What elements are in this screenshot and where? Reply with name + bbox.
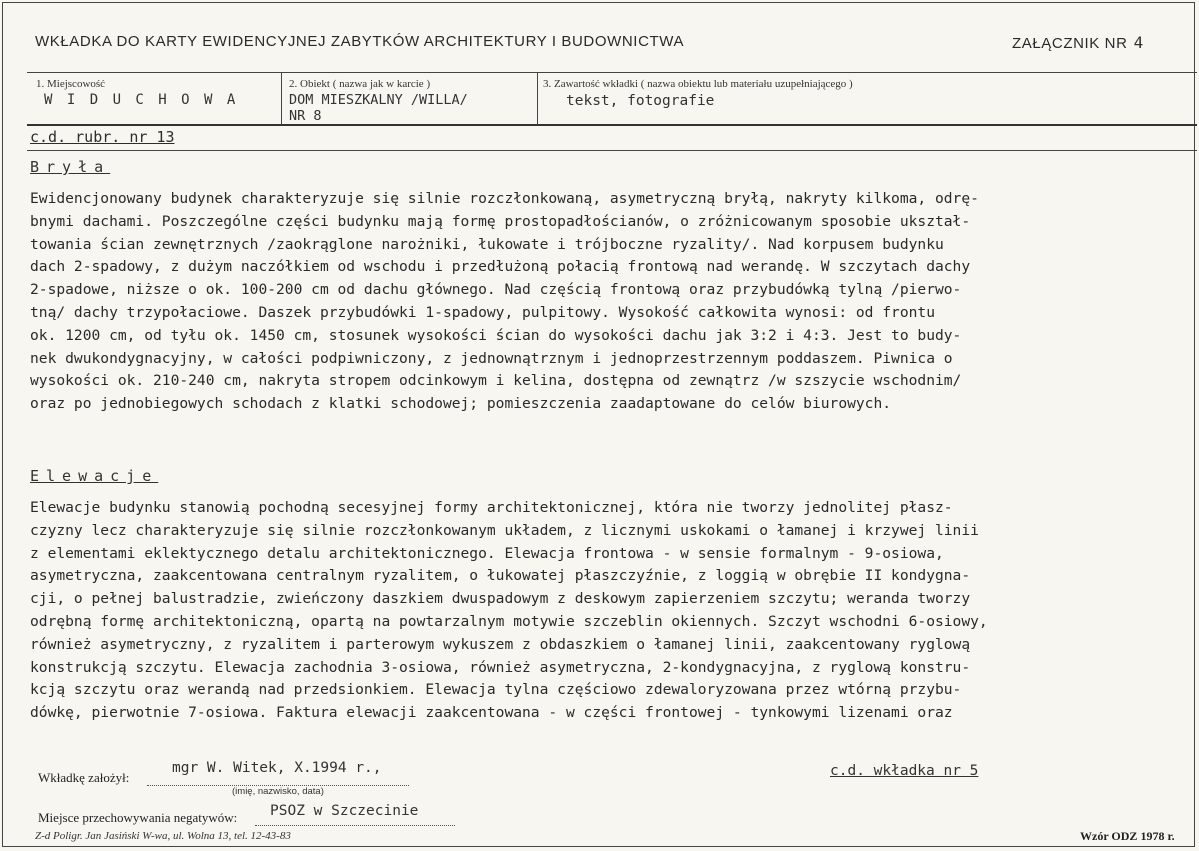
section-body-elewacje [30,497,988,725]
text-line: odrębną formę architektoniczną, opartą na powtarzalnym motywie szczeblin okiennych. Szczyt wschodni 6-osiowy, [30,612,988,630]
text-line: 2-spadowe, niższe o ok. 100-200 cm od dachu głównego. Nad częścią frontową oraz przybudówką tylną /pierwo- [30,281,962,299]
section-heading-elewacje: Elewacje [30,467,159,485]
locality-label: 1. Miejscowość [36,78,106,90]
field-divider-2 [537,72,538,125]
section-body-bryla [30,188,979,416]
text-line: wysokości ok. 210-240 cm, nakryta stropem odcinkowym i kelina, dostępna od zewnątrz /w szszycie wschodnim/ [30,372,962,390]
annex-label [1012,33,1144,52]
contents-label: 3. Zawartość wkładki ( nazwa obiektu lub materiału uzupełniającego ) [543,78,853,90]
section-heading-bryla: Bryła [30,158,111,176]
negatives-value: PSOZ w Szczecinie [270,803,419,819]
text-line: również asymetryczny, z ryzalitem i parterowym wykuszem z obdaszkiem o łamanej linii, zaakcentowany ryglową [30,635,971,653]
form-code: Wzór ODZ 1978 r. [1080,829,1175,843]
text-line: Ewidencjonowany budynek charakteryzuje się silnie rozczłonkowaną, asymetryczną bryłą, nakryty kilkoma, odrę- [30,190,979,207]
text-line: tną/ dachy trzypołaciowe. Daszek przybudówki 1-spadowy, pulpitowy. Wysokość całkowita wynosi: od frontu [30,303,935,321]
rubric-reference: c.d. rubr. nr 13 [30,128,175,146]
object-value-line2: NR 8 [289,108,322,124]
text-line: nek dwukondygnacyjny, w całości podpiwniczony, z jednownątrznym i jednoprzestrzennym poddaszem. Piwnica o [30,349,953,367]
negatives-dotted-line [255,825,455,826]
text-line: Elewacje budynku stanowią pochodną secesyjnej formy architektonicznej, która nie tworzy jednolitej płasz- [30,499,953,516]
text-line: czyzny lecz charakteryzuje się silnie rozczłonkowanym układem, z licznymi uskokami o łamanej i krzywej linii [30,521,979,539]
text-line: konstrukcją szczytu. Elewacja zachodnia 3-osiowa, również asymetryczna, 2-kondygnacyjna, z ryglową konstru- [30,658,971,676]
text-line: ok. 1200 cm, od tyłu ok. 1450 cm, stosunek wysokości ścian do wysokości dachu jak 3:2 i 4:3. Jest to budy- [30,326,962,344]
author-label: Wkładkę założył: [38,770,130,785]
author-value: mgr W. Witek, X.1994 r., [172,760,382,776]
rubric-rule [27,150,1197,151]
negatives-label: Miejsce przechowywania negatywów: [38,810,238,825]
object-label: 2. Obiekt ( nazwa jak w karcie ) [289,78,431,90]
header-bottom-rule [27,124,1197,126]
annex-number: 4 [1133,33,1144,52]
text-line: z elementami eklektycznego detalu architektonicznego. Elewacja frontowa - w sensie formalnym - 9-osiowa, [30,544,944,562]
contents-value: tekst, fotografie [566,93,715,109]
continuation-reference: c.d. wkładka nr 5 [830,763,979,779]
text-line: asymetryczna, zaakcentowana centralnym ryzalitem, o łukowatej płaszczyźnie, z loggią w obrębie II kondygna- [30,567,971,585]
form-title: WKŁADKA DO KARTY EWIDENCYJNEJ ZABYTKÓW ARCHITEKTURY I BUDOWNICTWA [35,33,685,50]
text-line: dówkę, pierwotnie 7-osiowa. Faktura elewacji zaakcentowana - w części frontowej - tynkowymi lizenami oraz [30,704,953,722]
header-top-rule [27,72,1197,73]
field-divider-1 [281,72,282,125]
locality-value: W I D U C H O W A [44,92,239,108]
text-line: oraz po jednobiegowych schodach z klatki schodowej; pomieszczenia zaadaptowane do celów biurowych. [30,395,892,413]
author-caption: (imię, nazwisko, data) [232,786,324,797]
text-line: cji, o pełnej balustradzie, zwieńczony daszkiem dwuspadowym z deskowym zapierzeniem szczytu; weranda tworzy [30,590,971,608]
text-line: dach 2-spadowy, z dużym naczółkiem od wschodu i przedłużoną połacią frontową nad werandę. W szczytach dachy [30,258,971,276]
text-line: towania ścian zewnętrznych /zaokrąglone narożniki, łukowate i trójboczne ryzality/. Nad korpusem budynku [30,235,944,253]
text-line: bnymi dachami. Poszczególne części budynku mają formę prostopadłościanów, o zróżnicowanym sposobie ukształ- [30,212,971,230]
annex-label-text: ZAŁĄCZNIK NR [1012,35,1128,52]
printer-imprint: Z-d Poligr. Jan Jasiński W-wa, ul. Wolna 13, tel. 12-43-83 [35,830,291,842]
object-value-line1: DOM MIESZKALNY /WILLA/ [289,92,468,108]
text-line: kcją szczytu oraz werandą nad przedsionkiem. Elewacja tylna częściowo zdewaloryzowana przez wtórną przybu- [30,681,962,699]
